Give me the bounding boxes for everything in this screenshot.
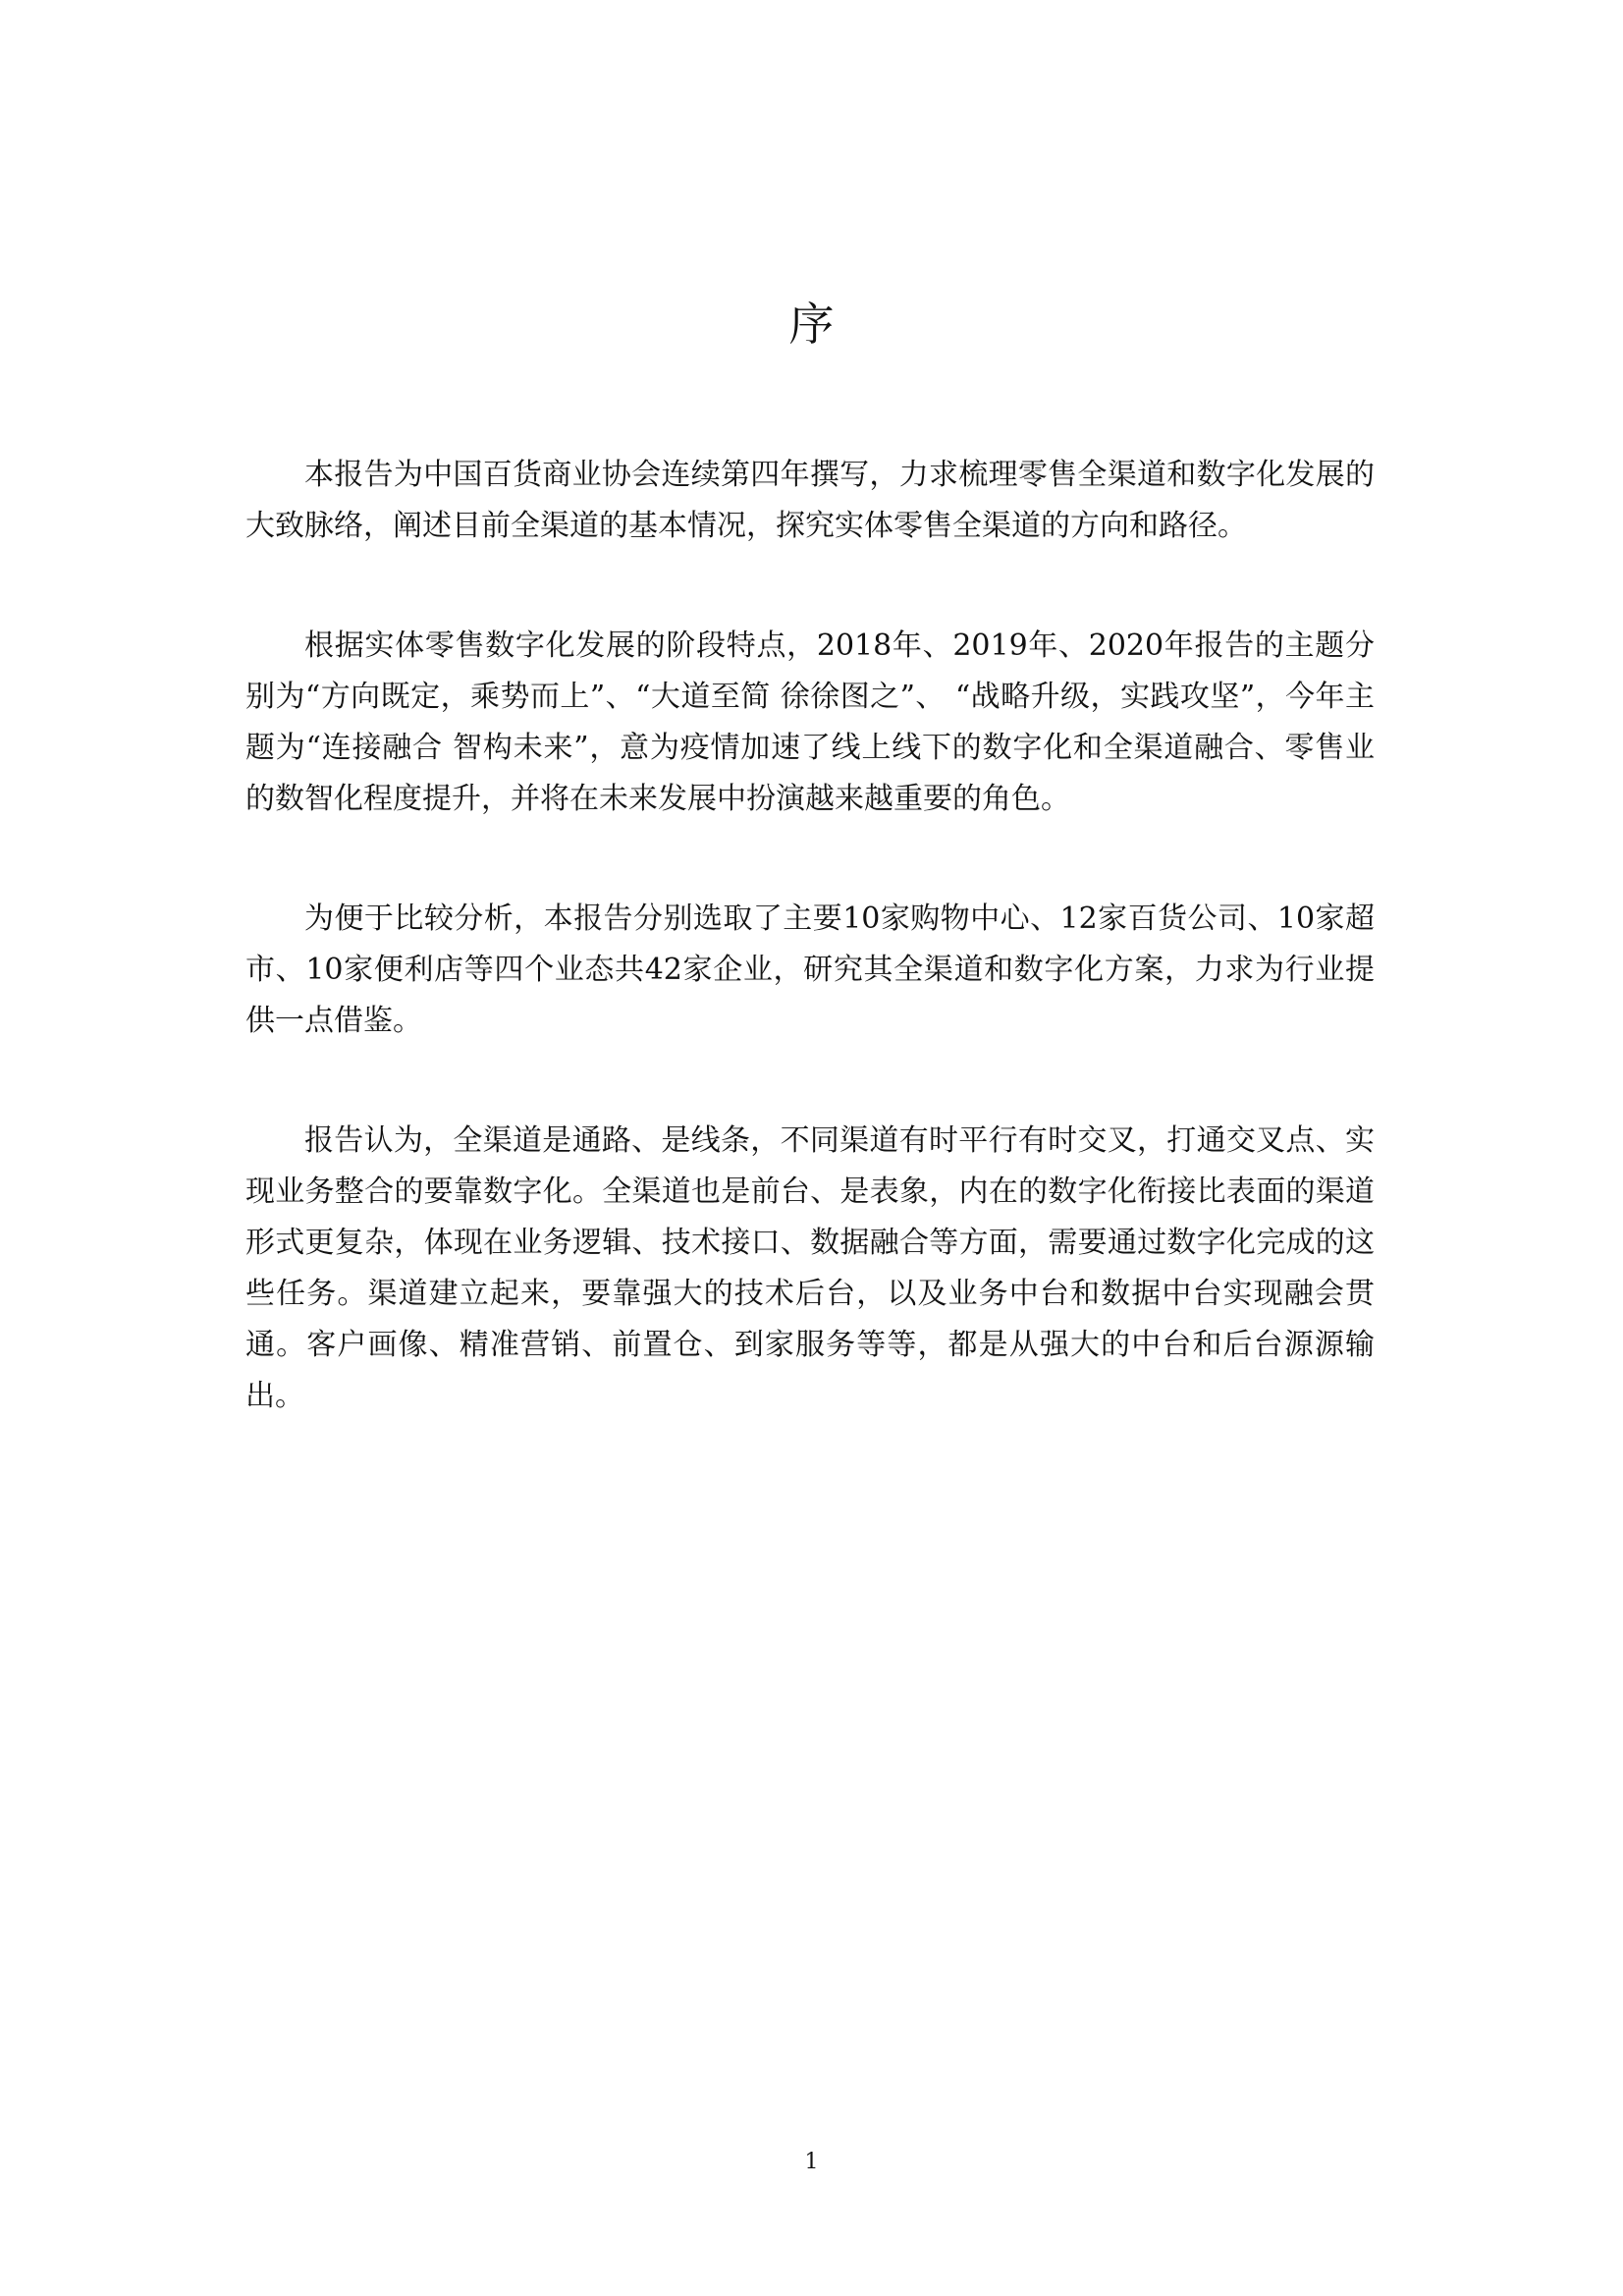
paragraph-4: 报告认为，全渠道是通路、是线条，不同渠道有时平行有时交叉，打通交叉点、实现业务整合的要靠数字化。全渠道也是前台、是表象，内在的数字化衔接比表面的渠道形式更复杂，体现在业务逻辑、技术接口、数据融合等方面，需要通过数字化完成的这些任务。渠道建立起来，要靠强大的技术后台，以及业务中台和数据中台实现融会贯通。客户画像、精准营销、前置仓、到家服务等等，都是从强大的中台和后台源源输出。 — [245, 1123, 1375, 1413]
page-number: 1 — [804, 2150, 819, 2174]
page-title: 序 — [788, 298, 835, 351]
paragraph-3: 为便于比较分析，本报告分别选取了主要10家购物中心、12家百货公司、10家超市、10家便利店等四个业态共42家企业，研究其全渠道和数字化方案，力求为行业提供一点借鉴。 — [245, 902, 1375, 1038]
preface-body — [245, 450, 1375, 1491]
paragraph-1: 本报告为中国百货商业协会连续第四年撰写，力求梳理零售全渠道和数字化发展的大致脉络，阐述目前全渠道的基本情况，探究实体零售全渠道的方向和路径。 — [245, 458, 1375, 543]
paragraph-2: 根据实体零售数字化发展的阶段特点，2018年、2019年、2020年报告的主题分别为“方向既定，乘势而上”、“大道至简 徐徐图之”、 “战略升级，实践攻坚”，今年主题为“连接融合 智构未来”，意为疫情加速了线上线下的数字化和全渠道融合、零售业的数智化程度提升，并将在未来发展中扮演越来越重要的角色。 — [245, 629, 1375, 816]
